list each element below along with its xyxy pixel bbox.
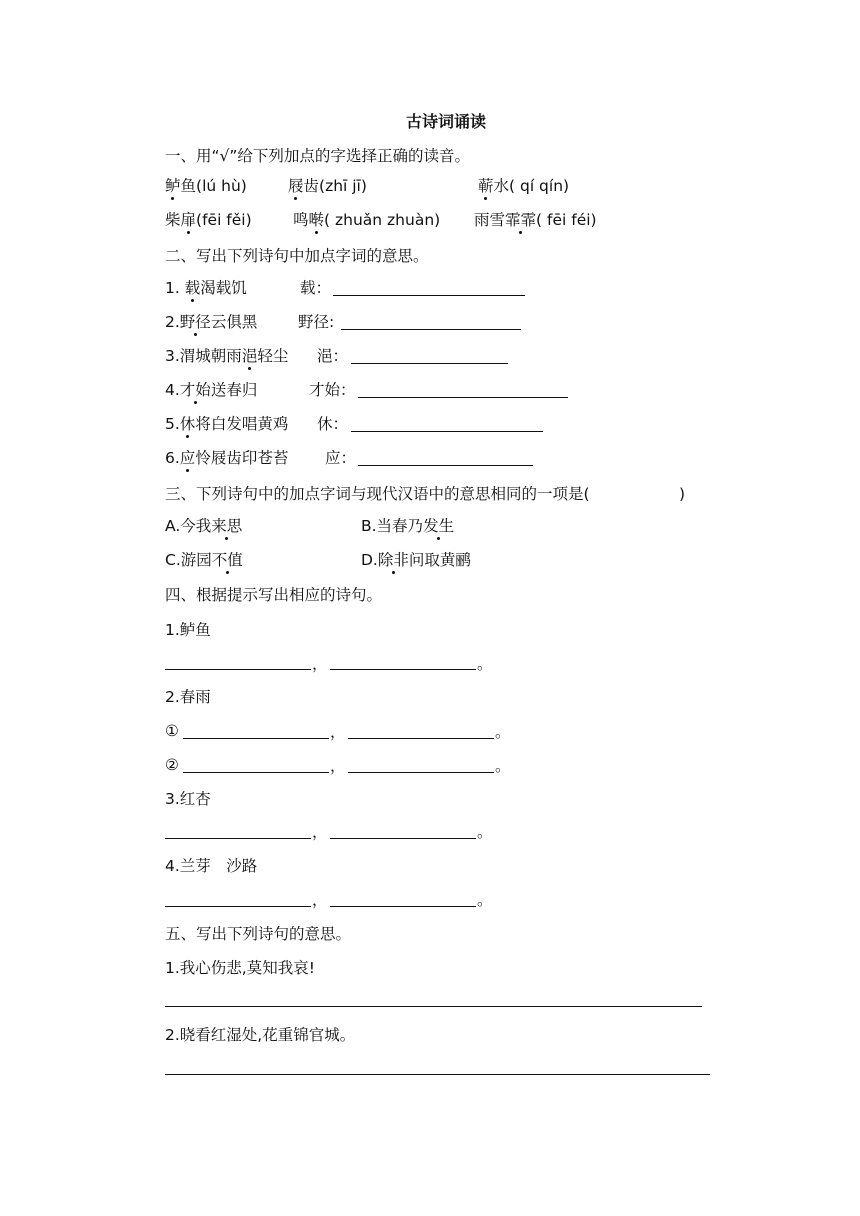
choice-option-c[interactable]: C.游园不值 [165,551,243,569]
comma: ， [312,891,328,909]
meaning-label-4: 才始： [309,381,356,399]
verse-blank-2b[interactable] [348,738,494,739]
comma: ， [330,757,346,775]
meaning-label-2: 野径: [298,313,335,331]
meaning-label-5: 休： [317,415,349,433]
meaning-item-4: 4.才始送春归 [165,381,258,399]
verse-blank-1b[interactable] [330,669,476,670]
comma: ， [312,823,328,841]
verse-blank-5a[interactable] [165,906,311,907]
marker-2: ② [165,756,179,774]
verse-blank-2a[interactable] [183,738,329,739]
answer-blank-2[interactable] [341,329,521,330]
prompt-4: 4.兰芽 沙路 [165,857,258,875]
period: 。 [495,757,511,775]
verse-blank-3b[interactable] [348,772,494,773]
pinyin-item-5: 鸣啭( zhuǎn zhuàn) [293,211,441,229]
verse-blank-5b[interactable] [330,906,476,907]
comma: ， [330,723,346,741]
pinyin-item-2: 屐齿(zhī jī) [288,177,367,195]
marker-1: ① [165,722,179,740]
pinyin-item-3: 蕲水( qí qín) [478,177,570,195]
prompt-2: 2.春雨 [165,688,211,706]
section5-heading: 五、写出下列诗句的意思。 [165,925,352,943]
verse-blank-1a[interactable] [165,669,311,670]
translation-item-2: 2.晓看红湿处,花重锦官城。 [165,1026,356,1044]
choice-option-d[interactable]: D.除非问取黄鹂 [361,551,471,569]
section1-heading: 一、用“√”给下列加点的字选择正确的读音。 [165,147,470,165]
comma: ， [312,655,328,673]
prompt-1: 1.鲈鱼 [165,621,211,639]
pinyin-item-4: 柴扉(fēi fěi) [165,211,252,229]
answer-blank-6[interactable] [358,465,533,466]
meaning-item-2: 2.野径云俱黑 [165,313,258,331]
meaning-label-3: 浥： [317,347,349,365]
pinyin-item-1: 鲈鱼(lú hù) [165,177,247,195]
section2-heading: 二、写出下列诗句中加点字词的意思。 [165,247,429,265]
period: 。 [477,823,493,841]
translation-item-1: 1.我心伤悲,莫知我哀! [165,959,315,977]
choice-option-a[interactable]: A.今我来思 [165,517,243,535]
section3-heading: 三、下列诗句中的加点字词与现代汉语中的意思相同的一项是( [165,485,590,503]
page-title: 古诗词诵读 [406,112,487,131]
verse-blank-3a[interactable] [183,772,329,773]
meaning-item-1: 1. 载渴载饥 [165,279,247,297]
meaning-item-5: 5.休将白发唱黄鸡 [165,415,289,433]
meaning-label-6: 应： [325,449,357,467]
meaning-label-1: 载： [300,279,332,297]
verse-blank-4b[interactable] [330,838,476,839]
meaning-item-3: 3.渭城朝雨浥轻尘 [165,347,289,365]
answer-blank-3[interactable] [351,363,508,364]
answer-blank-4[interactable] [358,397,568,398]
translation-blank-2[interactable] [165,1074,710,1075]
verse-blank-4a[interactable] [165,838,311,839]
prompt-3: 3.红杏 [165,790,211,808]
pinyin-item-6: 雨雪霏霏( fēi féi) [474,211,597,229]
answer-blank-1[interactable] [333,295,525,296]
period: 。 [477,655,493,673]
period: 。 [477,891,493,909]
meaning-item-6: 6.应怜屐齿印苍苔 [165,449,289,467]
section4-heading: 四、根据提示写出相应的诗句。 [165,586,383,604]
choice-option-b[interactable]: B.当春乃发生 [361,517,455,535]
period: 。 [495,723,511,741]
translation-blank-1[interactable] [165,1006,702,1007]
section3-heading-end: ) [679,485,686,503]
answer-blank-5[interactable] [351,431,543,432]
